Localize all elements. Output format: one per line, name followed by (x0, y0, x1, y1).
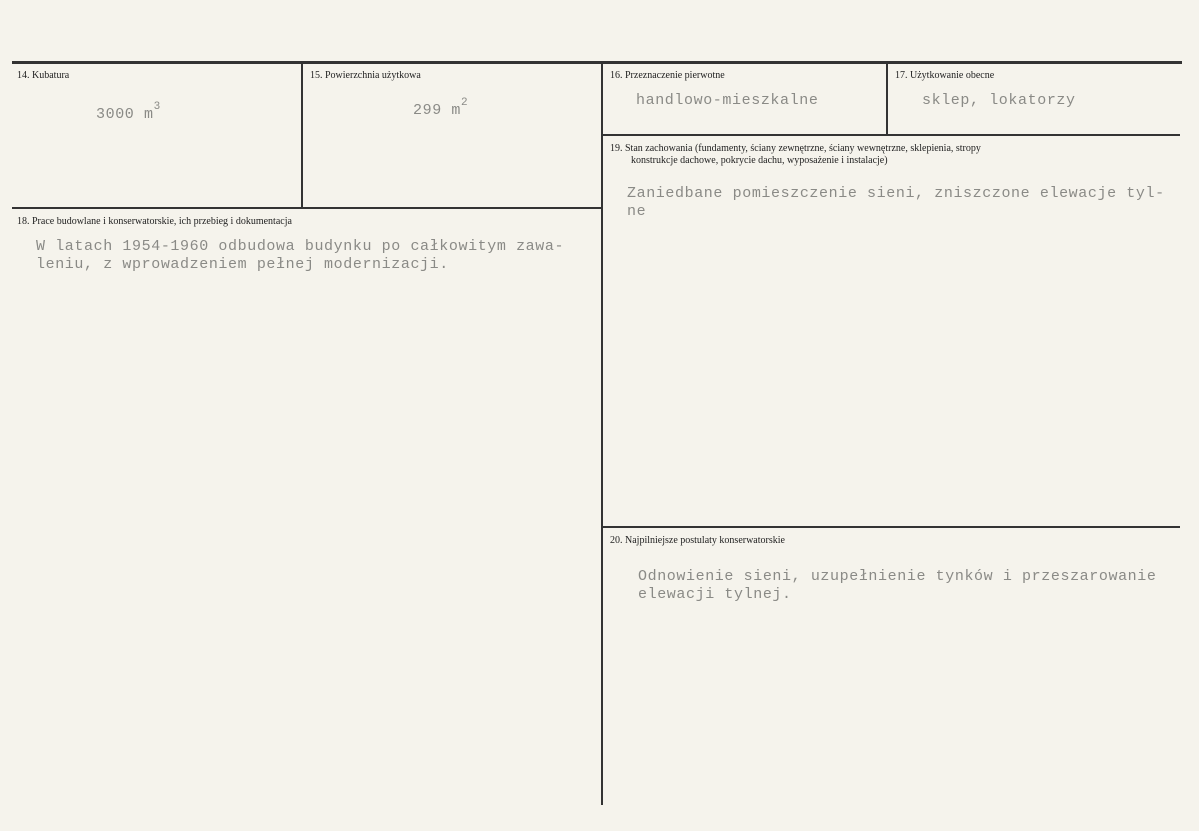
divider-14-15 (301, 63, 303, 207)
field-18-line-1: W latach 1954-1960 odbudowa budynku po całkowitym zawa- (36, 238, 565, 255)
field-14-exponent: 3 (153, 101, 161, 113)
rule-above-20 (603, 526, 1180, 528)
field-15-label: 15. Powierzchnia użytkowa (310, 70, 421, 81)
field-18-line-2: leniu, z wprowadzeniem pełnej modernizacji. (36, 256, 449, 273)
field-16-value: handlowo-mieszkalne (636, 92, 819, 109)
rule-above-19 (603, 134, 1180, 136)
field-20-line-2: elewacji tylnej. (638, 586, 792, 603)
field-15-value (413, 97, 469, 120)
field-19-label-line-2: konstrukcje dachowe, pokrycie dachu, wyposażenie i instalacje) (631, 155, 888, 166)
field-15-value-text: 299 m (413, 102, 462, 119)
field-15-exponent: 2 (461, 97, 469, 109)
field-20-line-1: Odnowienie sieni, uzupełnienie tynków i przeszarowanie (638, 568, 1157, 585)
field-20-label: 20. Najpilniejsze postulaty konserwatorskie (610, 535, 785, 546)
field-19-line-1: Zaniedbane pomieszczenie sieni, zniszczone elewacje tyl- (627, 185, 1165, 202)
field-14-label: 14. Kubatura (17, 70, 70, 81)
field-17-value: sklep, lokatorzy (922, 92, 1076, 109)
top-rule (12, 61, 1182, 64)
divider-16-17 (886, 63, 888, 135)
field-14-value (96, 101, 161, 124)
field-19-line-2: ne (627, 203, 647, 220)
field-17-label: 17. Użytkowanie obecne (895, 70, 995, 81)
center-divider (601, 63, 603, 805)
field-16-label: 16. Przeznaczenie pierwotne (610, 70, 725, 81)
field-14-value-text: 3000 m (96, 106, 154, 123)
rule-above-18 (12, 207, 601, 209)
field-19-label-line-1: 19. Stan zachowania (fundamenty, ściany zewnętrzne, ściany wewnętrzne, sklepienia, stropy (610, 143, 981, 154)
field-18-label: 18. Prace budowlane i konserwatorskie, ich przebieg i dokumentacja (17, 216, 292, 227)
